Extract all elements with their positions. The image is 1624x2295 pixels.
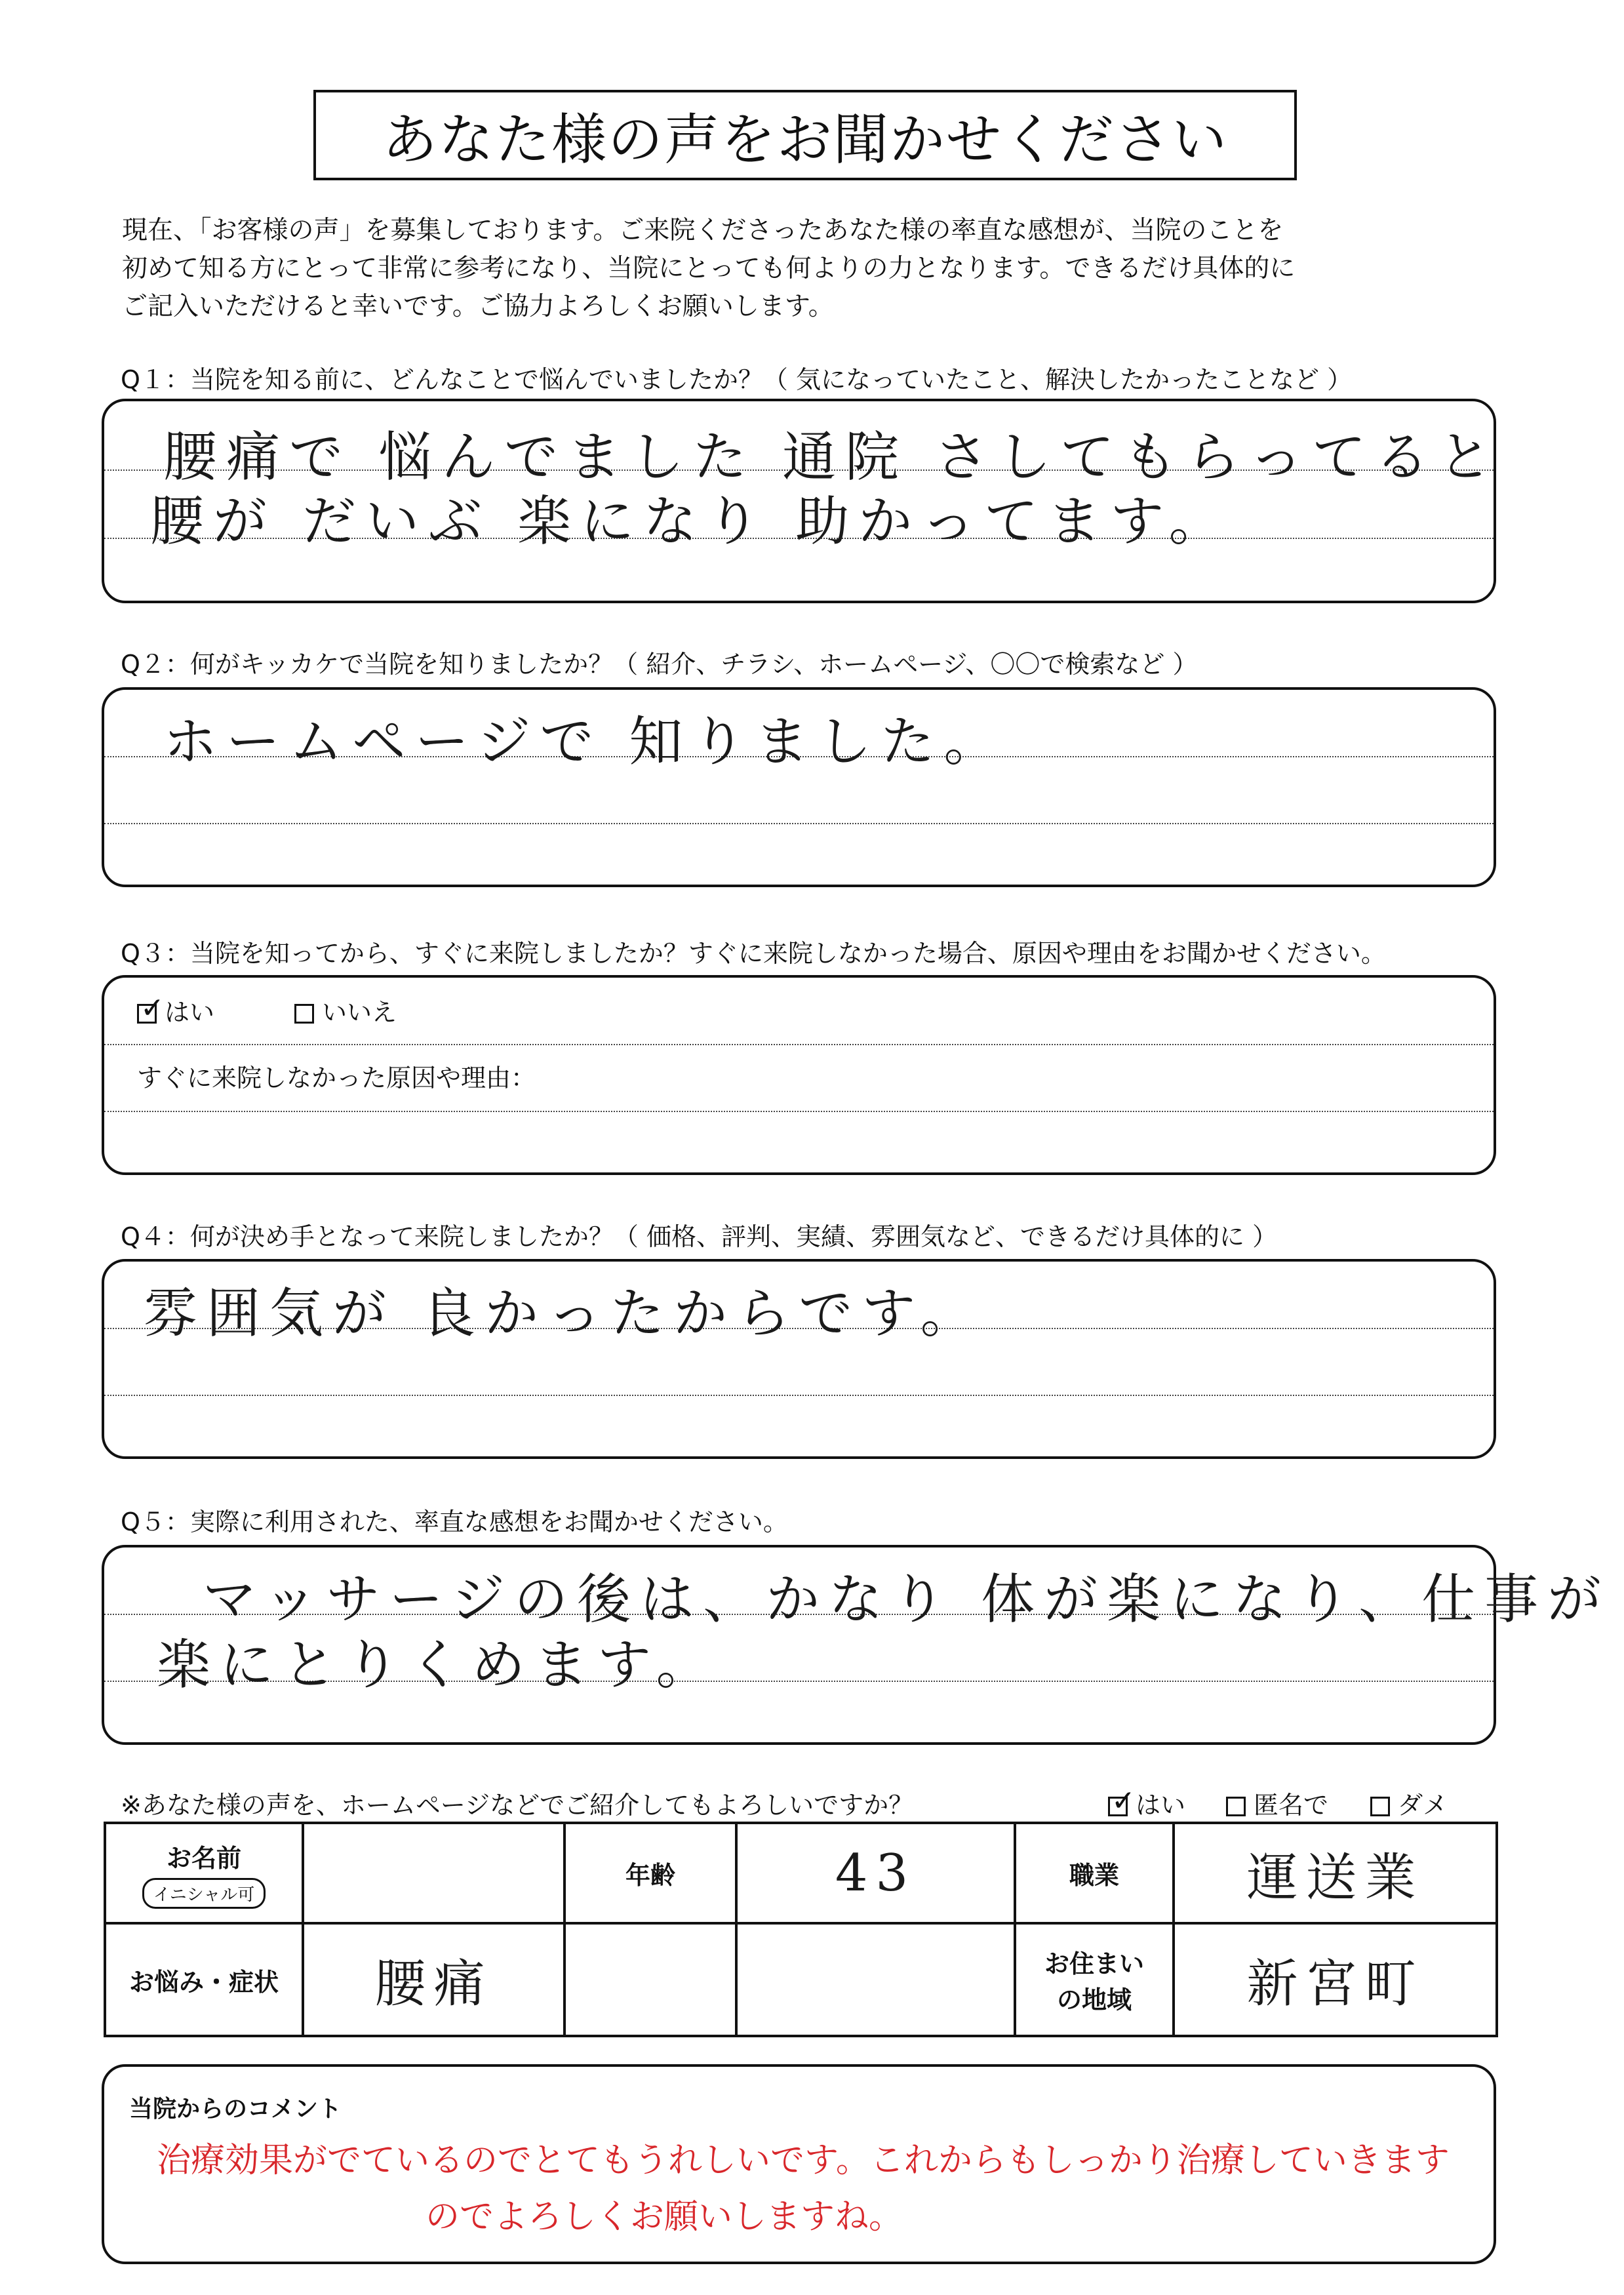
- intro-text: [122, 212, 1532, 326]
- q4-question: Q４：何が決め手となって来院しましたか？（ 価格、評判、実績、雰囲気など、できるだけ具体的に ）: [121, 1222, 1278, 1251]
- q2-question: Q２：何がキッカケで当院を知りましたか？（ 紹介、チラシ、ホームページ、〇〇で検索など ）: [121, 650, 1198, 679]
- checkbox-icon[interactable]: [1108, 1797, 1128, 1816]
- area-value[interactable]: 新宮町: [1174, 1923, 1497, 2036]
- q3-yes-option[interactable]: [137, 992, 214, 1028]
- q2-answer-box[interactable]: [102, 687, 1496, 887]
- job-value[interactable]: 運送業: [1174, 1823, 1497, 1923]
- consent-yes-option[interactable]: [1108, 1785, 1185, 1821]
- ruled-line: [104, 1111, 1494, 1112]
- consent-no-label: ダメ: [1398, 1791, 1448, 1820]
- q5-answer-box[interactable]: [102, 1545, 1611, 1745]
- q5-answer-line: 楽にとりくめます。: [157, 1634, 719, 1696]
- q3-yes-label: はい: [165, 998, 215, 1027]
- name-sublabel: イニシャル可: [142, 1878, 266, 1909]
- checkbox-icon[interactable]: [294, 1004, 314, 1024]
- symptom-label-cell: [105, 1923, 303, 2036]
- comment-line: のでよろしくお願いしますね。: [426, 2197, 903, 2237]
- q4-answer-box[interactable]: [102, 1259, 1496, 1459]
- q1-answer-box[interactable]: [102, 399, 1501, 603]
- ruled-line: [104, 823, 1494, 824]
- name-value-cell[interactable]: [303, 1823, 564, 1923]
- job-label-cell: [1015, 1823, 1174, 1923]
- empty-cell: [736, 1923, 1015, 2036]
- q4-answer-line: 雰囲気が 良かったからです。: [144, 1283, 983, 1345]
- intro-line: 初めて知る方にとって非常に参考になり、当院にとっても何よりの力となります。できるだけ具体的に: [122, 254, 1296, 283]
- job-label: 職業: [1069, 1861, 1119, 1890]
- comment-label: 当院からのコメント: [129, 2096, 342, 2123]
- checkbox-icon[interactable]: [1226, 1797, 1246, 1816]
- consent-anonymous-label: 匿名で: [1254, 1791, 1329, 1820]
- checkbox-icon[interactable]: [137, 1004, 157, 1024]
- age-value[interactable]: 43: [736, 1823, 1015, 1923]
- q3-no-label: いいえ: [322, 998, 397, 1027]
- q3-no-option[interactable]: [294, 992, 397, 1028]
- age-label-cell: [564, 1823, 736, 1923]
- q5-question: Q５：実際に利用された、率直な感想をお聞かせください。: [121, 1507, 788, 1536]
- q3-answer-box[interactable]: [102, 975, 1496, 1175]
- empty-cell: [564, 1923, 736, 2036]
- q3-question: Q３：当院を知ってから、すぐに来院しましたか？すぐに来院しなかった場合、原因や理由をお聞かせください。: [121, 939, 1386, 968]
- symptom-value[interactable]: 腰痛: [303, 1923, 564, 2036]
- q2-answer-line: ホームページで 知りました。: [163, 711, 1007, 773]
- q5-answer-line: マッサージの後は、かなり 体が楽になり、仕事が: [203, 1568, 1611, 1631]
- page-title: あなた様の声をお聞かせください: [313, 90, 1297, 180]
- info-table: [104, 1822, 1498, 2037]
- intro-line: 現在、「お客様の声」を募集しております。ご来院くださったあなた様の率直な感想が、当院のことを: [122, 216, 1284, 245]
- comment-line: 治療効果がでているのでとてもうれしいです。これからもしっかり治療していきます: [157, 2141, 1450, 2180]
- checkbox-icon[interactable]: [1370, 1797, 1390, 1816]
- intro-line: ご記入いただけると幸いです。ご協力よろしくお願いします。: [122, 292, 834, 321]
- age-label: 年齢: [625, 1861, 675, 1890]
- area-label-line: の地域: [1056, 1986, 1132, 2014]
- area-label-cell: [1015, 1923, 1174, 2036]
- consent-yes-label: はい: [1136, 1791, 1186, 1820]
- q3-reason-label: すぐに来院しなかった原因や理由：: [137, 1064, 536, 1092]
- symptom-label: お悩み・症状: [129, 1967, 279, 1997]
- name-label: お名前: [166, 1843, 241, 1873]
- consent-no-option[interactable]: [1370, 1785, 1448, 1821]
- area-label-line: お住まい: [1044, 1949, 1144, 1978]
- ruled-line: [104, 1395, 1494, 1396]
- name-label-cell: [105, 1823, 303, 1923]
- q1-answer-line: 腰が だいぶ 楽になり 助かってます。: [150, 490, 1232, 553]
- q1-answer-line: 腰痛で 悩んでました 通院 さしてもらってると: [163, 426, 1501, 489]
- ruled-line: [104, 1044, 1494, 1045]
- comment-box: [102, 2064, 1496, 2264]
- consent-anonymous-option[interactable]: [1226, 1785, 1328, 1821]
- q1-question: Q１：当院を知る前に、どんなことで悩んでいましたか？（ 気になっていたこと、解決したかったことなど ）: [121, 365, 1353, 394]
- consent-question: ※あなた様の声を、ホームページなどでご紹介してもよろしいですか？: [121, 1791, 914, 1820]
